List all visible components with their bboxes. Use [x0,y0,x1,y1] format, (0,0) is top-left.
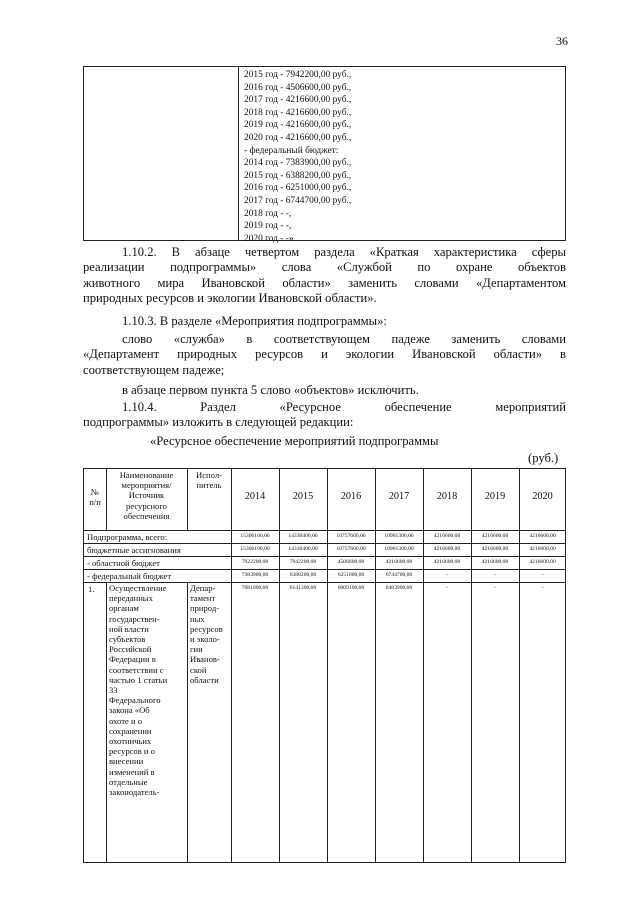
grid-line [84,530,565,531]
header-text: мероприятия/ [121,480,172,491]
year-header: 2014 [244,491,266,502]
table-title: «Ресурсное обеспечение мероприятий подпрограммы [150,434,439,448]
funding-line: 2015 год - 7942200,00 руб., [244,70,352,80]
header-text: Наименование [119,470,174,480]
grid-line [375,469,376,862]
table-cell: - [541,572,544,578]
funding-line: 2018 год - 4216600,00 руб., [244,107,352,118]
funding-line: 2014 год - 7383900,00 руб., [244,158,352,169]
item-executor-line: ской [190,664,207,675]
item-name-line: Осуществление [109,583,167,593]
paragraph-1-10-4 [83,400,566,431]
table-cell: 7081000,00 [241,585,269,591]
year-header: 2017 [388,491,410,502]
item-executor-line: ных [190,613,205,624]
row-label: Подпрограмма, всего: [87,532,168,542]
table-cell: - [494,585,496,591]
year-header: 2015 [292,491,314,502]
item-name-line: органам [109,603,139,614]
header-text: п/п [89,497,101,508]
row-label: бюджетные ассигнования [87,545,181,555]
table-cell: 4216600,00 [529,546,556,552]
item-executor [190,583,231,685]
item-executor-line: гии [190,644,203,655]
text-line: подпрограммы» изложить в следующей редакции: [83,415,354,430]
table-cell: 4216600,00 [481,559,509,565]
table-cell: 4216600,00 [433,533,461,539]
grid-line [279,469,280,862]
grid-line [471,469,472,862]
table-cell: 10961300,00 [384,533,414,539]
item-name-line: ной власти [109,623,149,634]
year-header: 2020 [532,491,553,502]
item-number: 1. [88,584,95,594]
unit-label: (руб.) [528,451,559,465]
header-name [106,470,187,521]
grid-line [106,582,107,862]
item-name-line: законодатель- [109,787,160,798]
table-cell: 6388200,00 [289,572,317,578]
grid-line [231,469,232,862]
item-name-line: внесении [109,756,144,767]
item-name-line: охотничьих [109,736,152,747]
item-executor-line: и эколо- [190,634,220,645]
paragraph-exclude: в абзаце первом пункта 5 слово «объектов» исключить. [122,383,419,397]
table-cell: - [494,572,496,578]
table-cell: 4216600,00 [529,559,556,565]
header-text: ресурсного [126,500,167,511]
grid-line [84,543,565,544]
table-cell: 7942200,00 [289,559,317,565]
table-cell: 7383900,00 [241,572,269,578]
row-label: - областной бюджет [87,558,160,568]
header-text: обеспечения [123,510,170,521]
table-cell: 10757600,00 [336,546,366,552]
table-cell: 14330400,00 [288,546,318,552]
resource-table [83,468,566,863]
text-line: реализации подпрограммы» слова «Службой по охране объектов [83,260,566,275]
funding-line: 2016 год - 4506600,00 руб., [244,82,352,93]
header-text: нитель [196,480,222,491]
item-name-line: Федерации в [109,654,156,665]
item-name-line: охоте и о [109,715,142,726]
item-executor-line: Депар- [190,583,216,593]
item-name-line: государствен- [109,613,160,624]
item-executor-line: области [190,674,219,685]
text-line: 1.10.4. Раздел «Ресурсное обеспечение мероприятий [122,400,566,414]
item-name-line: 33 [109,685,118,696]
item-name-line: сохранении [109,725,152,736]
funding-lines [244,69,351,245]
header-text: Источник [128,490,165,501]
year-header: 2016 [340,491,362,502]
table-cell: 10961300,00 [384,546,414,552]
paragraph-1-10-2 [83,245,566,307]
table-cell: 15306100,00 [240,546,270,552]
table-cell: 6744700,00 [385,572,413,578]
item-name-line: частью 1 статьи [109,674,168,685]
table-cell: 4216600,00 [481,546,509,552]
funding-line: 2017 год - 6744700,00 руб., [244,195,352,206]
table-cell: 15306100,00 [240,533,270,539]
grid-line [84,556,565,557]
item-name-line: ресурсов и о [109,746,155,757]
paragraph-replace [83,332,566,378]
funding-line: 2020 год - 4216600,00 руб., [244,132,352,143]
text-line: «Департамент природных ресурсов и экологии Ивановской области» в [83,347,566,362]
year-header: 2018 [436,491,458,502]
item-name-line: соответствии с [109,664,164,675]
grid-line [84,569,565,570]
table-cell: 4216600,00 [385,559,413,565]
item-name-line: закона «Об [109,705,150,716]
year-header: 2019 [484,491,506,502]
item-name-line: отдельные [109,776,148,787]
item-name-line: Российской [109,644,152,655]
header-num [84,487,106,507]
table-cell: 4216600,00 [529,533,556,539]
table-cell: 14330400,00 [288,533,318,539]
item-name-line: субъектов [109,634,146,645]
item-name-line: Федерального [109,695,161,706]
funding-line: 2019 год - 4216600,00 руб., [244,120,352,131]
item-name-line: изменений в [109,766,155,777]
header-text: Испол- [196,470,222,480]
table-cell: 4506600,00 [337,559,365,565]
item-executor-line: ресурсов [190,623,223,634]
paragraph-1-10-3: 1.10.3. В разделе «Мероприятия подпрограммы»: [122,314,387,328]
item-executor-line: тамент [190,593,216,604]
grid-line [519,469,520,862]
funding-line: 2018 год - -, [244,208,292,219]
continuation-table [83,66,566,244]
table-cell: 6009100,00 [337,585,365,591]
text-line: 1.10.2. В абзаце четвертом раздела «Краткая характеристика сферы [122,245,566,259]
funding-line: 2017 год - 4216600,00 руб., [244,95,352,106]
text-line: природных ресурсов и экологии Ивановской области». [83,291,377,306]
text-line: животного мира Ивановской области» заменить словами «Департаментом [83,275,566,290]
item-name-line: переданных [109,593,153,604]
text-line: соответствующем падеже; [83,362,225,377]
funding-line: 2019 год - -, [244,221,292,232]
table-cell: 7922200,00 [241,559,269,565]
grid-line [187,582,188,862]
table-cell: 6251000,00 [337,572,365,578]
table-cell: - [541,585,544,591]
grid-line [327,469,328,862]
table-cell: 6141300,00 [289,585,317,591]
funding-line: 2020 год - -» [244,233,294,244]
column-divider [238,67,239,240]
table-cell: 10757600,00 [336,533,366,539]
item-executor-line: природ- [190,603,220,614]
item-executor-line: Иванов- [190,654,220,665]
funding-line: - федеральный бюджет: [244,145,339,156]
table-cell: 4216600,00 [481,533,509,539]
header-executor [187,470,231,490]
funding-line: 2016 год - 6251000,00 руб., [244,183,352,194]
page-number: 36 [556,34,568,48]
table-cell: 6483900,00 [385,585,413,591]
funding-line: 2015 год - 6388200,00 руб., [244,170,352,181]
table-cell: 4216600,00 [433,559,461,565]
table-cell: - [446,572,448,578]
item-name [109,583,187,797]
header-text: № [90,487,100,497]
grid-line [423,469,424,862]
table-cell: - [446,585,448,591]
row-label: - федеральный бюджет [87,571,172,581]
text-line: слово «служба» в соответствующем падеже заменить словами [122,332,566,346]
table-cell: 4216600,00 [433,546,461,552]
